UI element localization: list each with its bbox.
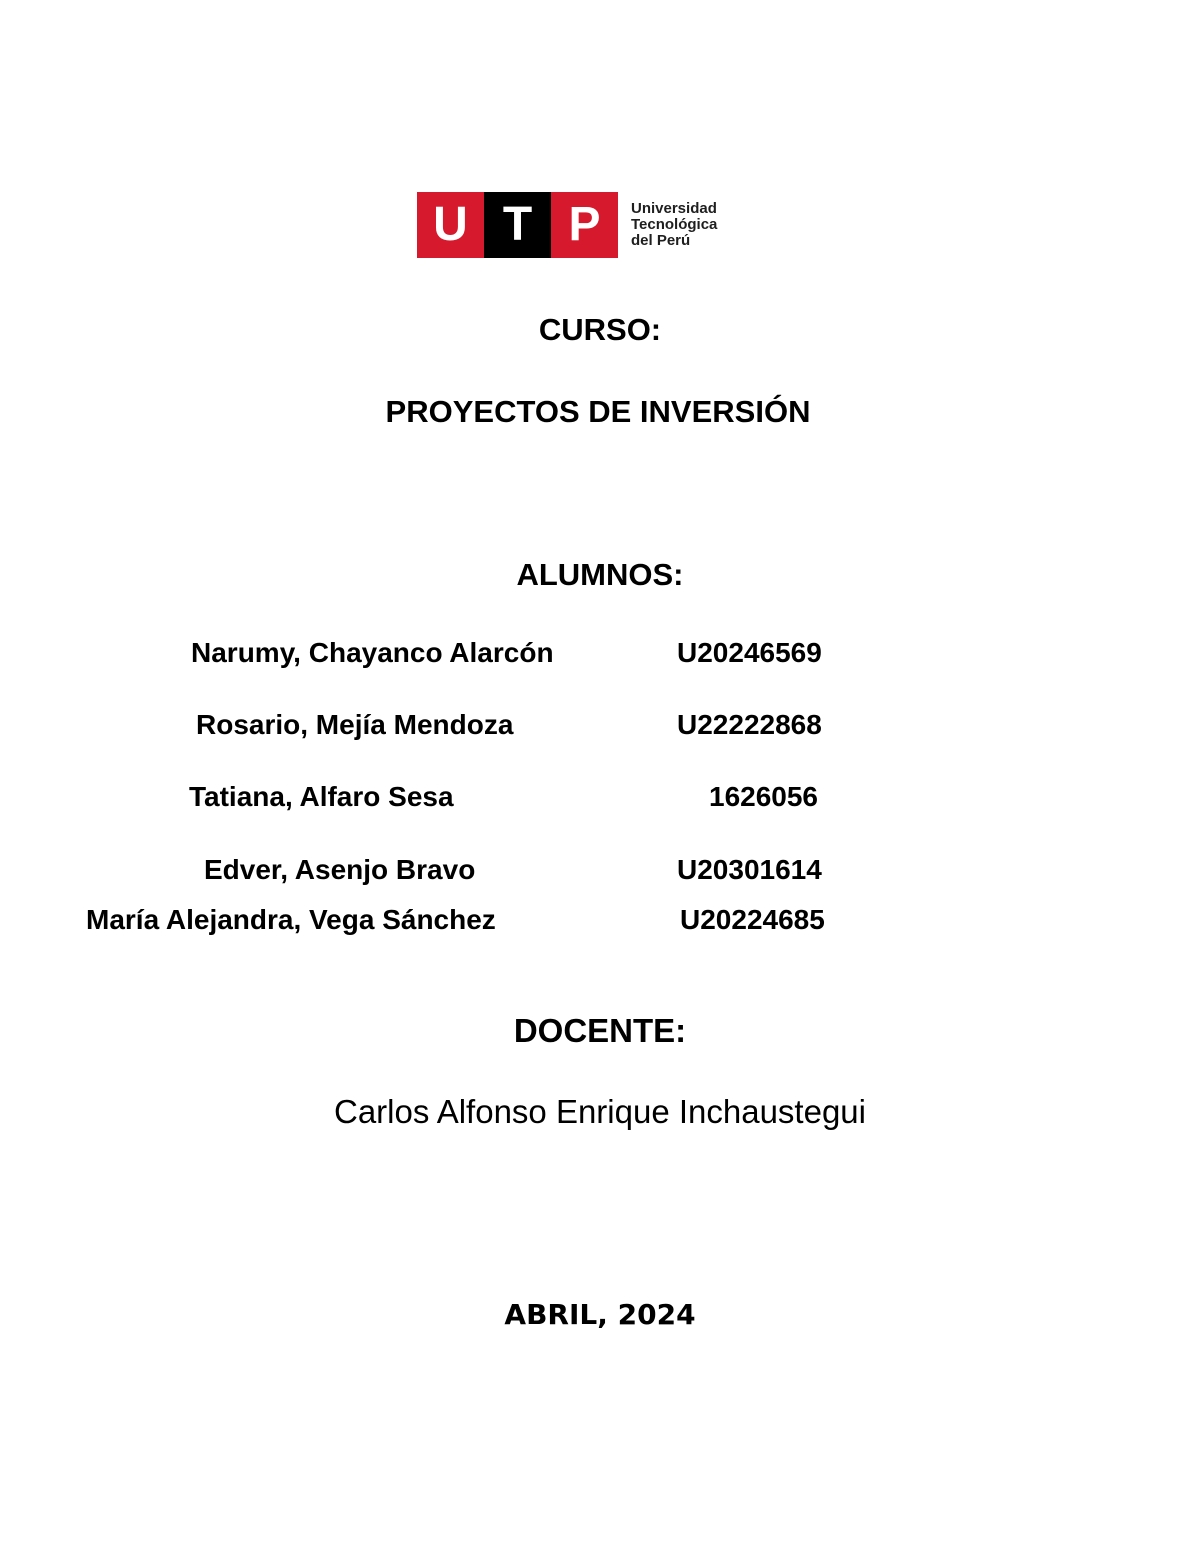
- student-name: Tatiana, Alfaro Sesa: [189, 781, 454, 812]
- student-name: María Alejandra, Vega Sánchez: [86, 904, 496, 935]
- logo-letter-u: U: [417, 192, 484, 258]
- course-name: PROYECTOS DE INVERSIÓN: [385, 394, 811, 429]
- course-label: CURSO:: [538, 312, 662, 347]
- utp-logo: [417, 192, 717, 258]
- student-code: U20301614: [677, 854, 822, 885]
- document-date: ABRIL, 2024: [504, 1298, 696, 1331]
- students-label: ALUMNOS:: [516, 557, 684, 592]
- student-name: Narumy, Chayanco Alarcón: [191, 637, 554, 668]
- student-code: U20224685: [680, 904, 825, 935]
- student-code: 1626056: [709, 781, 819, 812]
- teacher-name: Carlos Alfonso Enrique Inchaustegui: [334, 1093, 866, 1130]
- student-name: Rosario, Mejía Mendoza: [196, 709, 514, 740]
- logo-letter-t: T: [484, 192, 551, 258]
- logo-line-3: del Perú: [631, 232, 691, 249]
- logo-line-2: Tecnológica: [631, 216, 718, 233]
- teacher-label: DOCENTE:: [513, 1012, 687, 1049]
- logo-line-1: Universidad: [631, 200, 717, 217]
- logo-wordmark: [631, 192, 717, 258]
- student-code: U20246569: [677, 637, 822, 668]
- logo-blocks: [417, 192, 618, 258]
- student-code: U22222868: [677, 709, 822, 740]
- logo-letter-p: P: [551, 192, 618, 258]
- student-name: Edver, Asenjo Bravo: [204, 854, 476, 885]
